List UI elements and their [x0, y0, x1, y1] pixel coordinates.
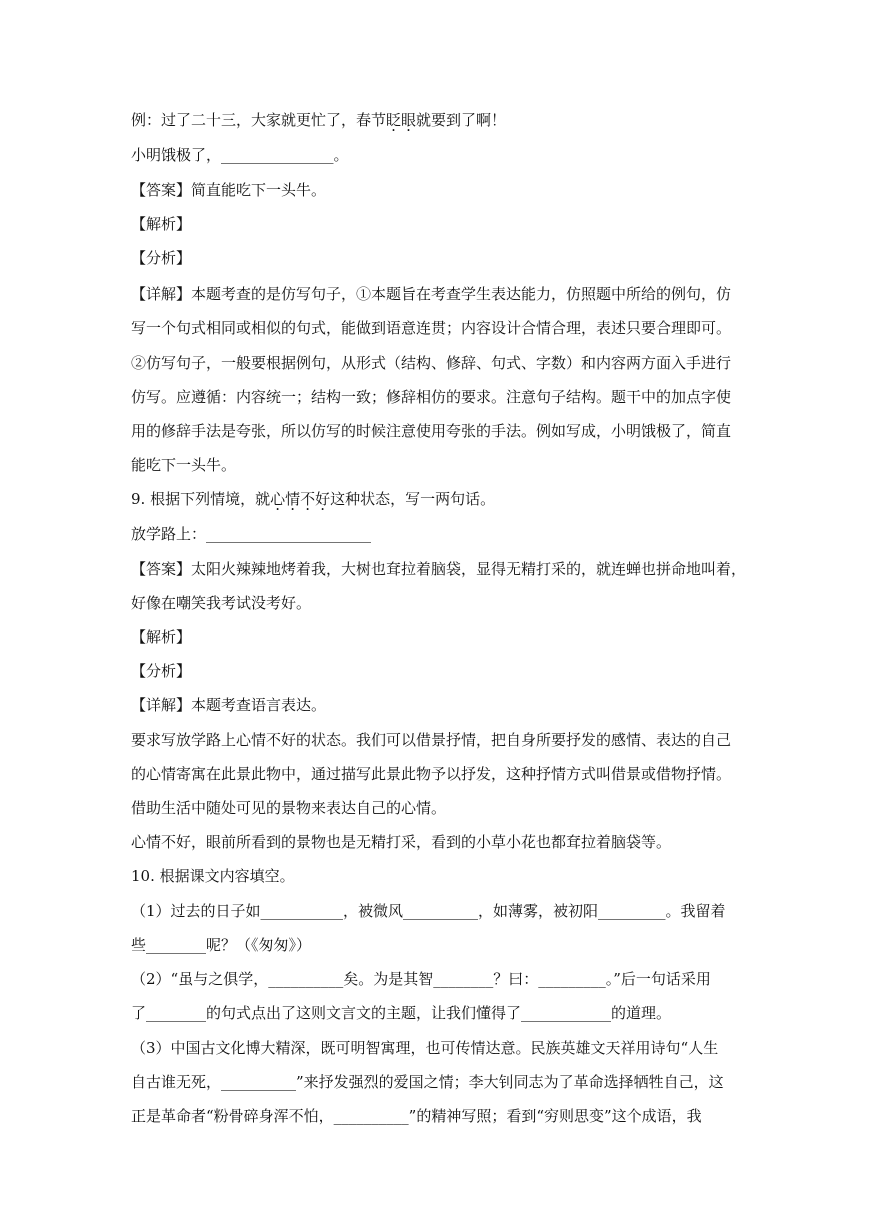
fill-blank-sentence: （3）中国古文化博大精深，既可明智寓理，也可传情达意。民族英雄文天祥用诗句“人生 — [131, 1039, 719, 1057]
analysis-subheading: 【分析】 — [131, 249, 192, 267]
analysis-heading: 【解析】 — [131, 215, 192, 233]
example-sentence-tail: 就要到了啊！ — [416, 111, 507, 129]
detail-paragraph-line: 的心情寄寓在此景此物中，通过描写此景此物予以抒发，这种抒情方式叫借景或借物抒情。 — [131, 765, 732, 783]
detail-paragraph-line: 写一个句式相同或相似的句式，能做到语意连贯；内容设计合情合理，表述只要合理即可。 — [131, 319, 732, 337]
dotted-char: 不 — [300, 490, 316, 508]
fill-blank-sentence: 小明饿极了，_______________。 — [131, 146, 349, 164]
dotted-char: 情 — [285, 490, 301, 508]
dotted-char: 好 — [315, 490, 331, 508]
detail-paragraph-line: 仿写。应遵循：内容统一；结构一致；修辞相仿的要求。注意句子结构。题干中的加点字使 — [131, 388, 732, 406]
question-9-text: 9. 根据下列情境，就 — [131, 490, 271, 508]
fill-blank-sentence: 自古谁无死，__________”来抒发强烈的爱国之情；李大钊同志为了革命选择牺牲自己，这 — [131, 1073, 724, 1091]
dotted-char: 眼 — [401, 111, 417, 129]
answer-line: 【答案】简直能吃下一头牛。 — [131, 181, 327, 199]
fill-blank-sentence: （2）“虽与之俱学，__________矣。为是其智________？曰：_________。”后一句话采用 — [131, 970, 711, 988]
example-sentence — [131, 110, 506, 130]
detail-paragraph-line: 要求写放学路上心情不好的状态。我们可以借景抒情，把自身所要抒发的感情、表达的自己 — [131, 731, 732, 749]
question-9 — [131, 489, 495, 509]
fill-blank-sentence: （1）过去的日子如___________，被微风__________，如薄雾，被初阳_________。我留着 — [131, 902, 726, 920]
question-10: 10. 根据课文内容填空。 — [131, 867, 295, 885]
detail-paragraph-line: 心情不好，眼前所看到的景物也是无精打采，看到的小草小花也都耷拉着脑袋等。 — [131, 833, 672, 851]
detail-paragraph-line: ②仿写句子，一般要根据例句，从形式（结构、修辞、句式、字数）和内容两方面入手进行 — [131, 354, 732, 372]
detail-paragraph-line: 能吃下一头牛。 — [131, 456, 237, 474]
answer-line: 【答案】太阳火辣辣地烤着我，大树也耷拉着脑袋，显得无精打采的，就连蝉也拼命地叫着， — [131, 560, 747, 578]
answer-line: 好像在嘲笑我考试没考好。 — [131, 594, 312, 612]
dotted-emphasis — [270, 490, 330, 508]
detail-paragraph-line: 用的修辞手法是夸张，所以仿写的时候注意使用夸张的手法。例如写成，小明饿极了，简直 — [131, 422, 732, 440]
analysis-subheading: 【分析】 — [131, 662, 192, 680]
dotted-emphasis — [386, 111, 416, 129]
fill-blank-sentence: 了________的句式点出了这则文言文的主题，让我们懂得了____________的道理。 — [131, 1004, 672, 1022]
fill-blank-sentence: 些________呢？（《匆匆》） — [131, 936, 312, 954]
fill-blank-sentence: 正是革命者“粉骨碎身浑不怕，__________”的精神写照；看到“穷则思变”这个成语，我 — [131, 1107, 702, 1125]
detail-paragraph-line: 【详解】本题考查的是仿写句子，①本题旨在考查学生表达能力，仿照题中所给的例句，仿 — [131, 285, 732, 303]
fill-blank-sentence: 放学路上：______________________ — [131, 525, 372, 543]
example-sentence-text: 例：过了二十三，大家就更忙了，春节 — [131, 111, 387, 129]
dotted-char: 心 — [270, 490, 286, 508]
detail-paragraph-line: 借助生活中随处可见的景物来表达自己的心情。 — [131, 799, 447, 817]
dotted-char: 眨 — [386, 111, 402, 129]
analysis-heading: 【解析】 — [131, 628, 192, 646]
question-9-tail: 这种状态，写一两句话。 — [330, 490, 496, 508]
detail-paragraph-line: 【详解】本题考查语言表达。 — [131, 696, 327, 714]
